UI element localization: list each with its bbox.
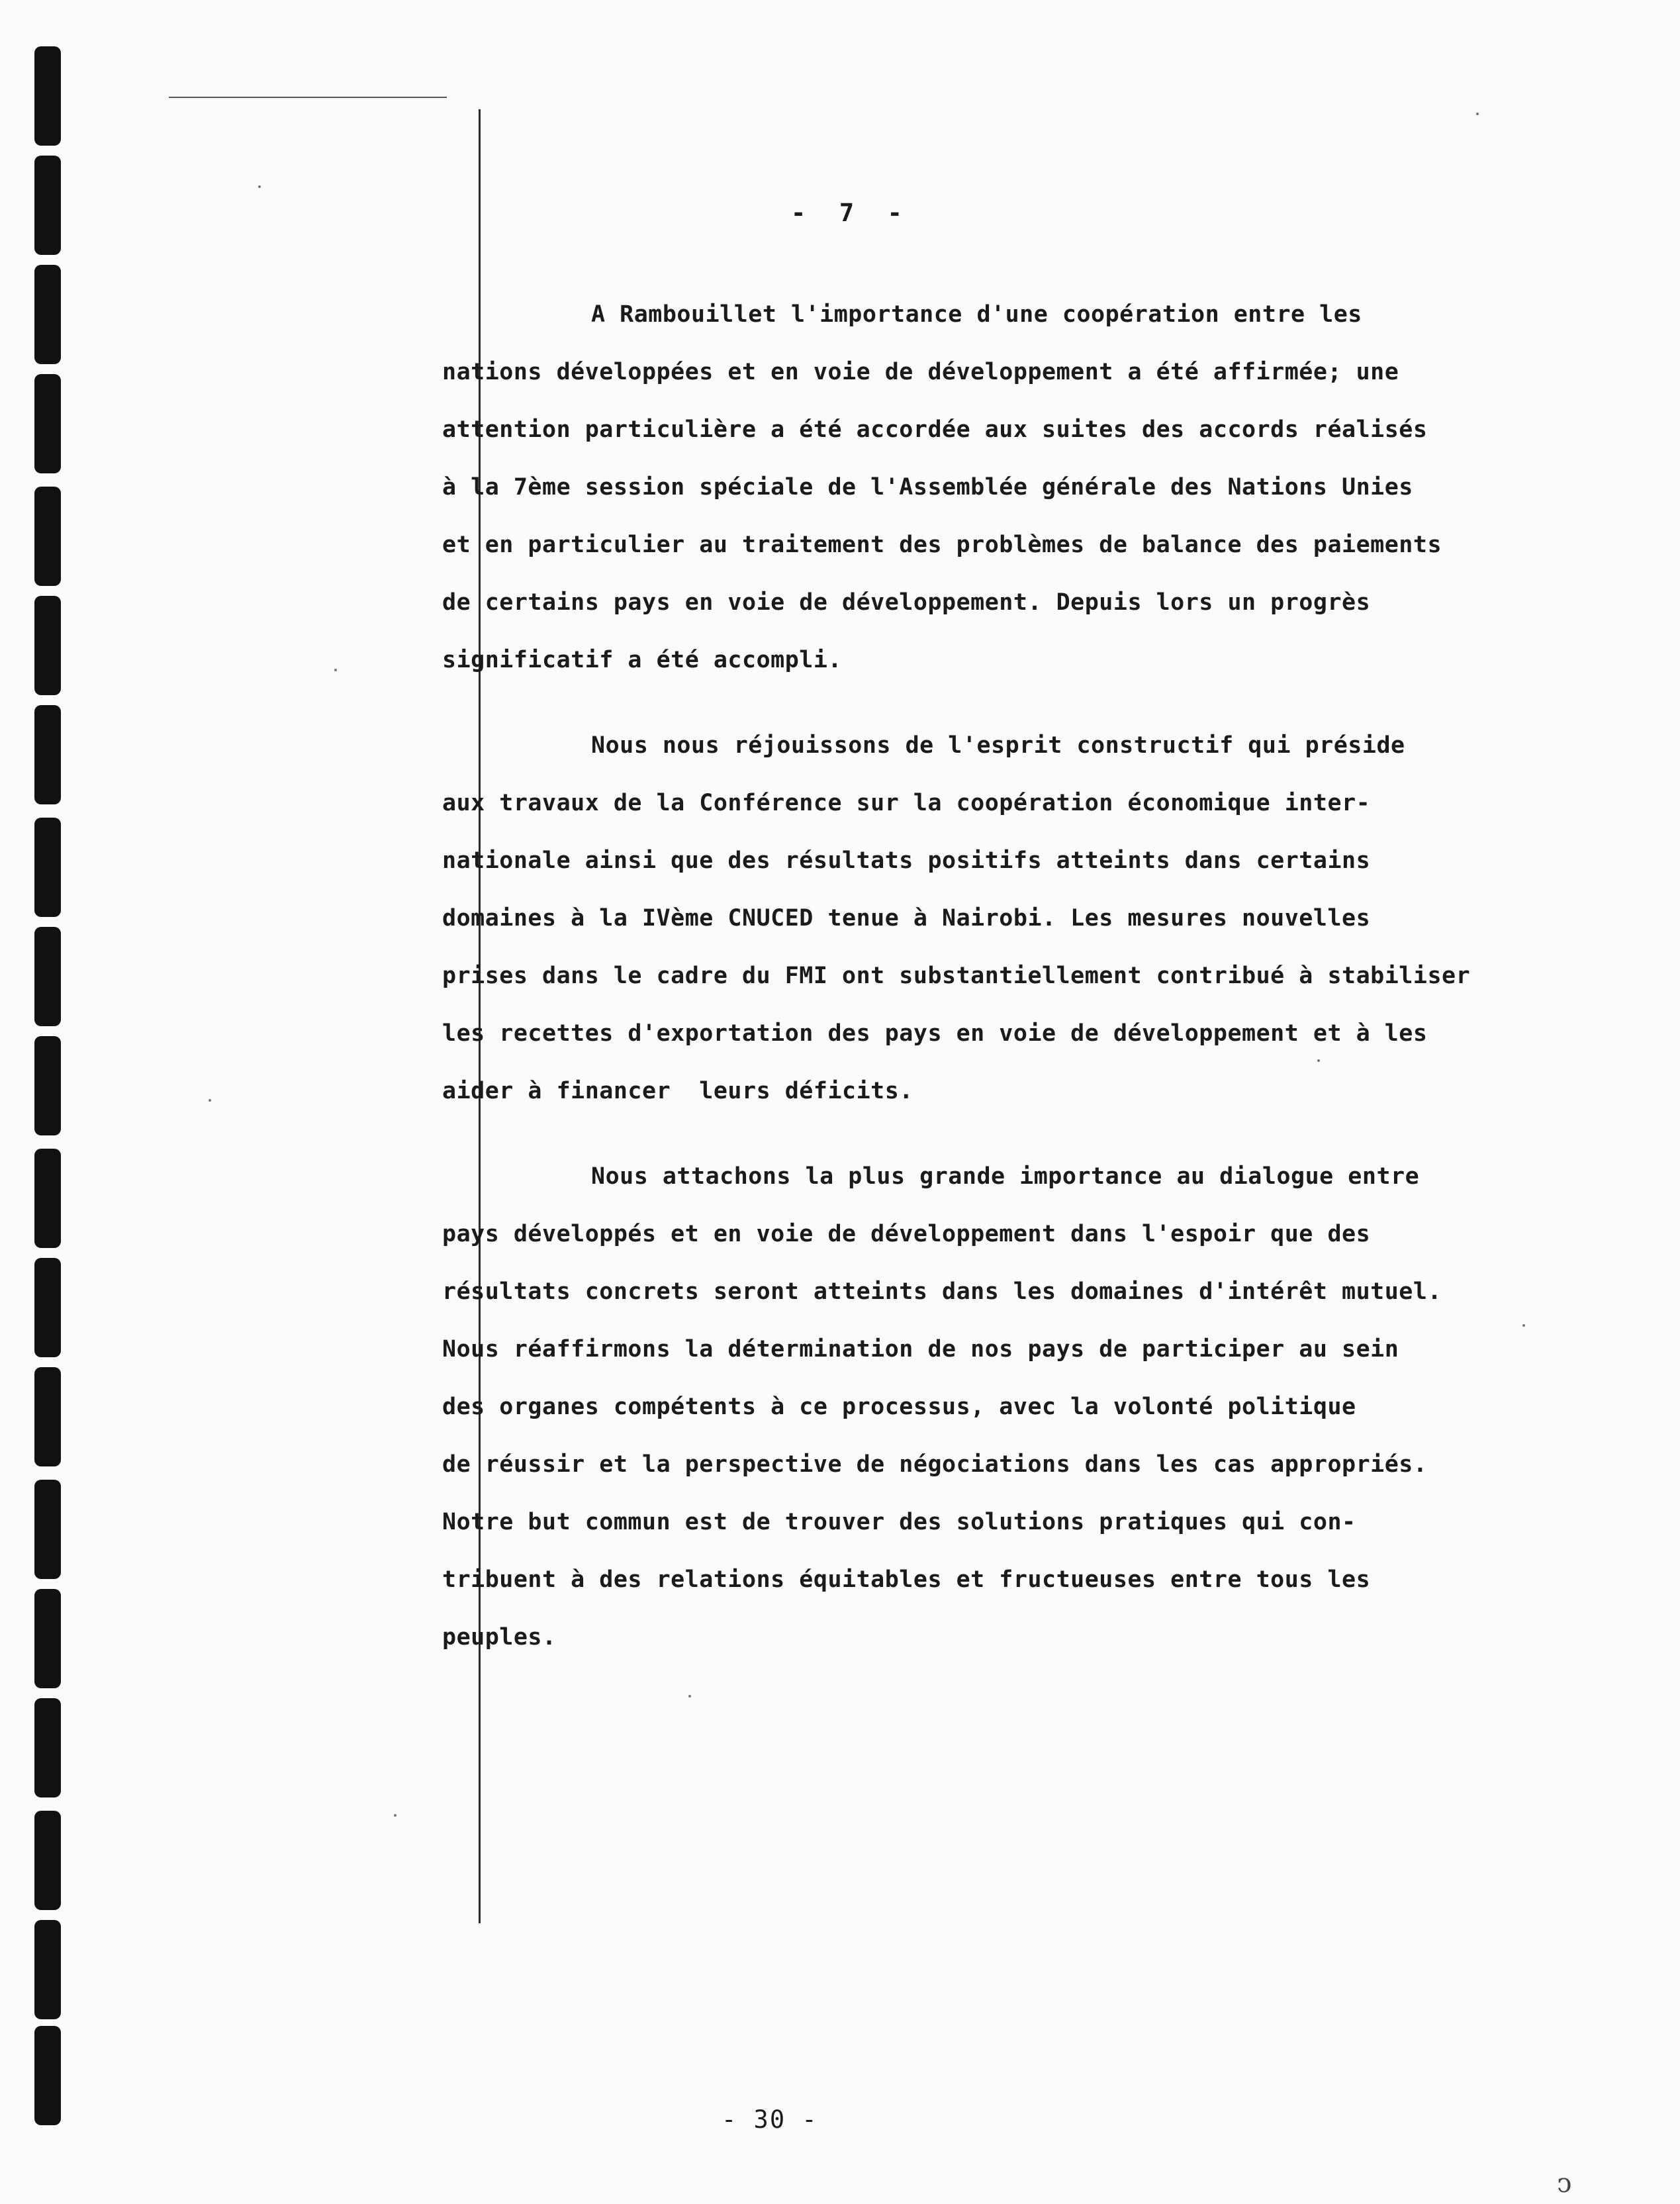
- text-line: attention particulière a été accordée aux suites des accords réalisés: [442, 416, 1428, 443]
- text-line: tribuent à des relations équitables et fructueuses entre tous les: [442, 1566, 1371, 1593]
- text-line: Nous réaffirmons la détermination de nos pays de participer au sein: [442, 1336, 1399, 1363]
- text-line: pays développés et en voie de développement dans l'espoir que des: [442, 1221, 1371, 1247]
- scan-speck: [209, 1099, 211, 1102]
- text-line: prises dans le cadre du FMI ont substantiellement contribué à stabiliser: [442, 963, 1471, 989]
- text-line: significatif a été accompli.: [442, 647, 843, 673]
- text-line: nationale ainsi que des résultats positifs atteints dans certains: [442, 847, 1371, 874]
- punch-hole: [34, 596, 61, 695]
- scan-speck: [258, 185, 261, 188]
- paragraph-2: [442, 717, 1501, 1120]
- text-line: A Rambouillet l'importance d'une coopération entre les: [591, 301, 1362, 328]
- punch-hole: [34, 46, 61, 146]
- text-line: peuples.: [442, 1624, 557, 1651]
- text-line: Nous nous réjouissons de l'esprit constructif qui préside: [591, 732, 1405, 759]
- text-line: aider à financer leurs déficits.: [442, 1078, 913, 1104]
- punch-hole: [34, 1698, 61, 1797]
- punch-hole: [34, 1036, 61, 1135]
- punch-hole: [34, 818, 61, 917]
- punch-hole: [34, 265, 61, 364]
- top-rule: [169, 97, 447, 98]
- corner-mark: ↄ: [1557, 2168, 1572, 2199]
- text-line: à la 7ème session spéciale de l'Assemblée générale des Nations Unies: [442, 474, 1413, 501]
- text-line: Nous attachons la plus grande importance au dialogue entre: [591, 1163, 1420, 1190]
- text-line: résultats concrets seront atteints dans les domaines d'intérêt mutuel.: [442, 1278, 1442, 1305]
- punch-hole: [34, 1480, 61, 1579]
- scan-speck: [1476, 113, 1479, 115]
- document-body: [442, 286, 1501, 1694]
- text-line: nations développées et en voie de développement a été affirmée; une: [442, 359, 1399, 385]
- punch-hole: [34, 927, 61, 1026]
- text-line: des organes compétents à ce processus, avec la volonté politique: [442, 1394, 1356, 1420]
- paragraph-3: [442, 1148, 1501, 1666]
- text-line: de réussir et la perspective de négociations dans les cas appropriés.: [442, 1451, 1428, 1478]
- paragraph-1: [442, 286, 1501, 689]
- text-line: de certains pays en voie de développement. Depuis lors un progrès: [442, 589, 1371, 616]
- punch-hole: [34, 705, 61, 804]
- punch-hole: [34, 2026, 61, 2125]
- punch-hole: [34, 1920, 61, 2019]
- scan-speck: [688, 1695, 691, 1698]
- punch-hole: [34, 374, 61, 473]
- punch-hole: [34, 1258, 61, 1357]
- text-line: Notre but commun est de trouver des solutions pratiques qui con-: [442, 1509, 1356, 1535]
- punch-hole: [34, 1149, 61, 1248]
- footer-page-number: - 30 -: [722, 2105, 818, 2134]
- punch-hole: [34, 156, 61, 255]
- page-number: - 7 -: [791, 199, 904, 227]
- text-line: les recettes d'exportation des pays en voie de développement et à les: [442, 1020, 1428, 1047]
- text-line: domaines à la IVème CNUCED tenue à Nairobi. Les mesures nouvelles: [442, 905, 1371, 932]
- text-line: et en particulier au traitement des problèmes de balance des paiements: [442, 532, 1442, 558]
- binder-punch-holes: [0, 0, 79, 2204]
- punch-hole: [34, 1589, 61, 1688]
- scan-speck: [1522, 1324, 1525, 1327]
- punch-hole: [34, 487, 61, 586]
- scan-speck: [1317, 1059, 1320, 1062]
- punch-hole: [34, 1367, 61, 1466]
- punch-hole: [34, 1811, 61, 1910]
- text-line: aux travaux de la Conférence sur la coopération économique inter-: [442, 790, 1371, 816]
- scan-speck: [334, 669, 337, 671]
- scan-speck: [394, 1814, 397, 1817]
